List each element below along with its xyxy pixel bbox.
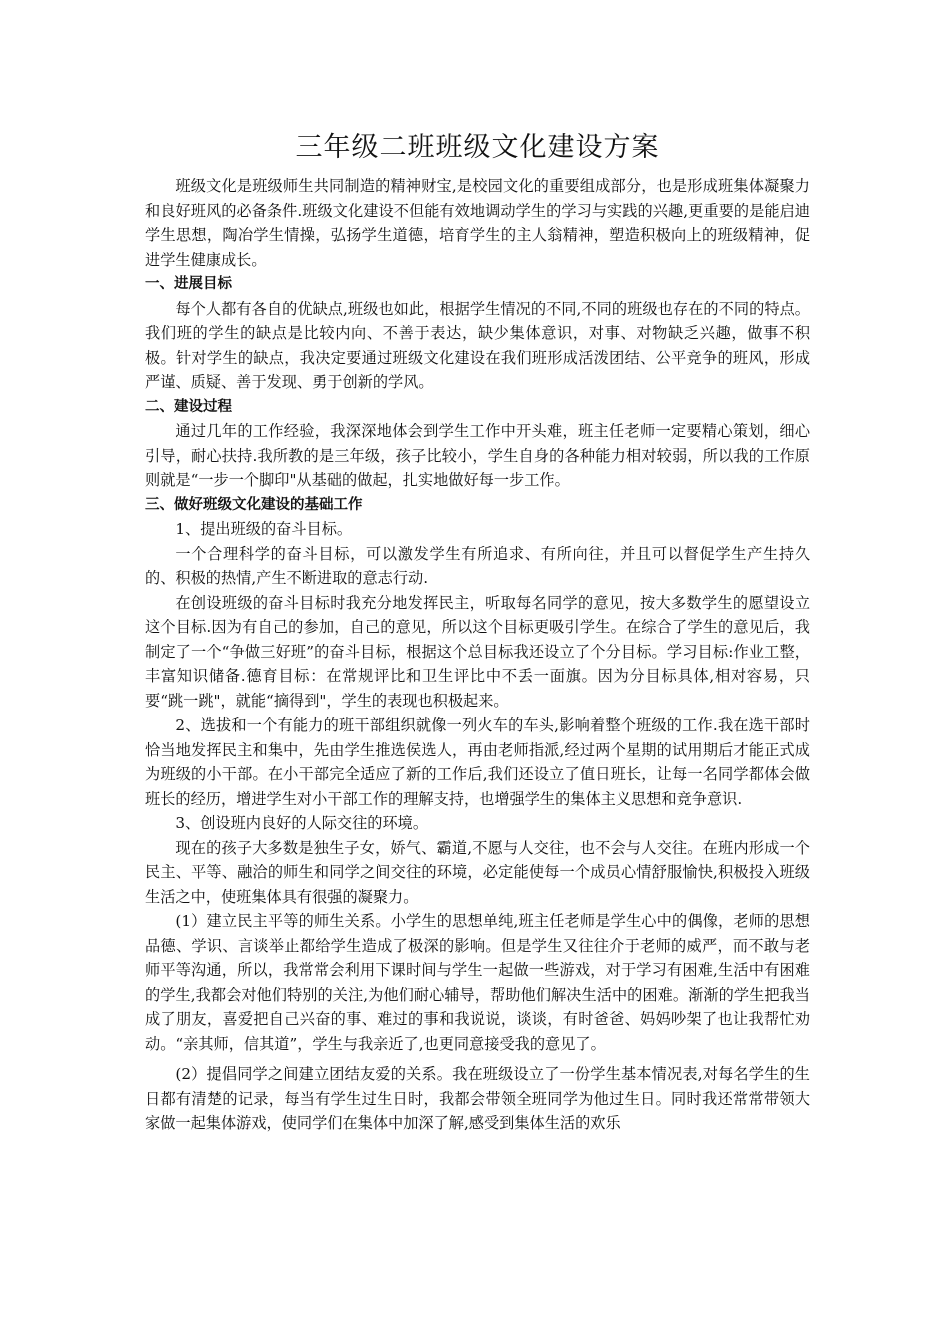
foundation-subitem-2-paragraph: (2）提倡同学之间建立团结友爱的关系。我在班级设立了一份学生基本情况表,对每名学生的生日都有清楚的记录，每当有学生过生日时，我都会带领全班同学为他过生日。同时我还常常带领大家做一起集体游戏，使同学们在集体中加深了解,感受到集体生活的欢乐 <box>145 1065 810 1132</box>
goals-paragraph: 每个人都有各自的优缺点,班级也如此，根据学生情况的不同,不同的班级也存在的不同的特点。我们班的学生的缺点是比较内向、不善于表达，缺少集体意识，对事、对物缺乏兴趣，做事不积极。针对学生的缺点，我决定要通过班级文化建设在我们班形成活泼团结、公平竞争的班风，形成严谨、质疑、善于发现、勇于创新的学风。 <box>145 299 810 391</box>
foundation-subitem-1-paragraph: (1）建立民主平等的师生关系。小学生的思想单纯,班主任老师是学生心中的偶像，老师的思想品德、学识、言谈举止都给学生造成了极深的影响。但是学生又往往介于老师的威严，而不敢与老师平等沟通，所以，我常常会利用下课时间与学生一起做一些游戏，对于学习有困难,生活中有困难的学生,我都会对他们特别的关注,为他们耐心辅导，帮助他们解决生活中的困难。渐渐的学生把我当成了朋友，喜爱把自己兴奋的事、难过的事和我说说，谈谈，有时爸爸、妈妈吵架了也让我帮忙劝动。“亲其师，信其道”，学生与我亲近了,也更同意接受我的意见了。 <box>145 912 810 1053</box>
section-heading-foundation: 三、做好班级文化建设的基础工作 <box>145 496 363 513</box>
document-title: 三年级二班班级文化建设方案 <box>295 132 660 163</box>
foundation-item-1-title: 1、提出班级的奋斗目标。 <box>175 520 353 538</box>
document-page <box>145 128 810 1136</box>
foundation-paragraph: 在创设班级的奋斗目标时我充分地发挥民主，听取每名同学的意见，按大多数学生的愿望设立这个目标.因为有自己的参加，自己的意见，所以这个目标更吸引学生。在综合了学生的意见后，我制定了一个“争做三好班”的奋斗目标，根据这个总目标我还设立了个分目标。学习目标:作业工整，丰富知识储备.德育目标：在常规评比和卫生评比中不丢一面旗。因为分目标具体,相对容易，只要“跳一跳"，就能“摘得到"，学生的表现也积极起来。 <box>145 593 810 710</box>
process-paragraph: 通过几年的工作经验，我深深地体会到学生工作中开头难，班主任老师一定要精心策划，细心引导，耐心扶持.我所教的是三年级，孩子比较小，学生自身的各种能力相对较弱，所以我的工作原则就是“一步一个脚印"从基础的做起，扎实地做好每一步工作。 <box>145 422 810 489</box>
foundation-item-3-title: 3、创设班内良好的人际交往的环境。 <box>175 814 429 832</box>
foundation-item-2-paragraph: 2、选拔和一个有能力的班干部组织就像一列火车的车头,影响着整个班级的工作.我在选干部时恰当地发挥民主和集中，先由学生推选侯选人，再由老师指派,经过两个星期的试用期后才能正式成为班级的小干部。在小干部完全适应了新的工作后,我们还设立了值日班长，让每一名同学都体会做班长的经历，增进学生对小干部工作的理解支持，也增强学生的集体主义思想和竞争意识. <box>145 716 810 808</box>
foundation-paragraph: 一个合理科学的奋斗目标，可以激发学生有所追求、有所向往，并且可以督促学生产生持久的、积极的热情,产生不断进取的意志行动. <box>145 544 810 587</box>
section-heading-goals: 一、进展目标 <box>145 276 232 292</box>
intro-paragraph: 班级文化是班级师生共同制造的精神财宝,是校园文化的重要组成部分，也是形成班集体凝聚力和良好班风的必备条件.班级文化建设不但能有效地调动学生的学习与实践的兴趣,更重要的是能启迪学生思想，陶冶学生情操，弘扬学生道德，培育学生的主人翁精神，塑造积极向上的班级精神，促进学生健康成长。 <box>145 177 810 269</box>
section-heading-process: 二、建设过程 <box>145 398 232 415</box>
foundation-paragraph: 现在的孩子大多数是独生子女，娇气、霸道,不愿与人交往，也不会与人交往。在班内形成一个民主、平等、融洽的师生和同学之间交往的环境，必定能使每一个成员心情舒服愉快,积极投入班级生活之中，使班集体具有很强的凝聚力。 <box>145 838 810 906</box>
